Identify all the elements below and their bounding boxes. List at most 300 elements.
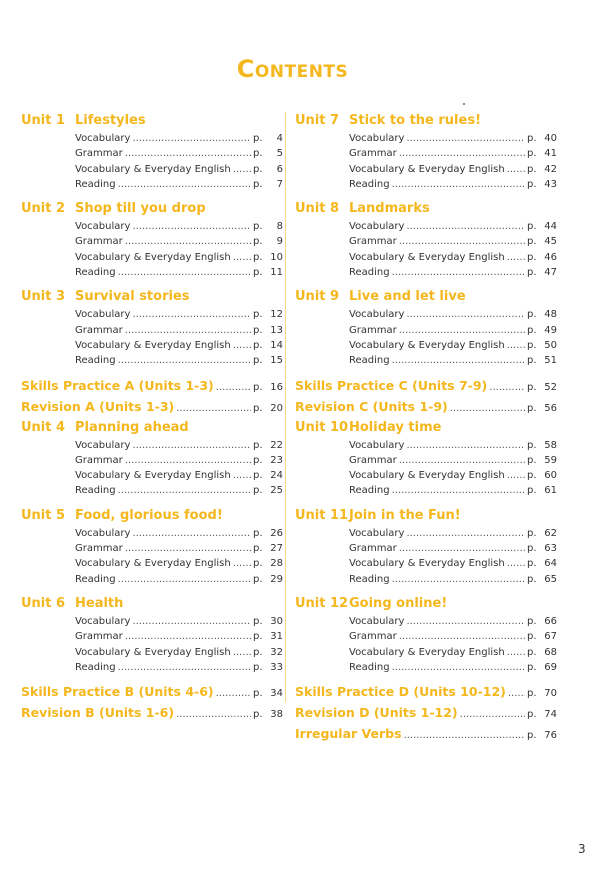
unit-number: Unit 4 xyxy=(21,419,66,435)
toc-entry[interactable] xyxy=(75,528,283,543)
special-entry[interactable] xyxy=(21,378,283,398)
page-prefix: p. xyxy=(253,439,263,451)
special-entry[interactable] xyxy=(295,399,557,419)
toc-entry[interactable] xyxy=(75,616,283,631)
dot-leader xyxy=(118,267,251,278)
toc-entry[interactable] xyxy=(349,662,557,677)
entry-label: Vocabulary xyxy=(349,527,405,539)
entry-page-number: 59 xyxy=(544,454,557,466)
page-prefix: p. xyxy=(253,688,263,700)
dot-leader xyxy=(118,179,251,190)
dot-leader xyxy=(507,470,525,481)
entry-label: Vocabulary xyxy=(75,221,131,233)
page-prefix: p. xyxy=(527,485,537,497)
page-prefix: p. xyxy=(527,133,537,144)
dot-leader xyxy=(406,528,525,539)
dot-leader xyxy=(406,221,525,232)
entry-label: Reading xyxy=(349,178,390,190)
page-prefix: p. xyxy=(527,355,537,367)
special-entry-label: Revision B (Units 1-6) xyxy=(21,705,175,721)
entry-label: Vocabulary & Everyday English xyxy=(349,558,505,570)
toc-entry[interactable] xyxy=(349,252,557,267)
unit-heading[interactable] xyxy=(21,596,283,616)
dot-leader xyxy=(132,309,251,320)
unit-number: Unit 6 xyxy=(21,595,66,611)
entry-page-number: 70 xyxy=(544,688,557,700)
stray-dot xyxy=(463,103,465,105)
entry-label: Grammar xyxy=(75,454,123,466)
entry-label: Grammar xyxy=(75,543,123,555)
entry-page-number: 28 xyxy=(270,558,283,570)
toc-entry[interactable] xyxy=(75,179,283,194)
toc-entry[interactable] xyxy=(349,133,557,148)
entry-page-number: 23 xyxy=(270,454,283,466)
page-prefix: p. xyxy=(527,527,537,539)
unit-heading[interactable] xyxy=(295,201,557,221)
dot-leader xyxy=(216,688,251,699)
entry-page-number: 68 xyxy=(544,646,557,658)
entry-label: Grammar xyxy=(349,543,397,555)
toc-entry[interactable] xyxy=(75,574,283,589)
unit-block xyxy=(21,596,283,677)
page-title: Contents xyxy=(236,55,349,83)
page-prefix: p. xyxy=(253,646,263,658)
unit-title: Going online! xyxy=(349,595,448,611)
unit-heading[interactable] xyxy=(295,596,557,616)
special-entry[interactable] xyxy=(21,705,283,725)
page-prefix: p. xyxy=(527,454,537,466)
page-prefix: p. xyxy=(527,236,537,248)
dot-leader xyxy=(118,662,251,673)
page-prefix: p. xyxy=(527,267,537,279)
special-entry[interactable] xyxy=(21,399,283,419)
special-entry[interactable] xyxy=(21,684,283,704)
entry-page-number: 5 xyxy=(276,148,283,160)
toc-entry[interactable] xyxy=(349,148,557,163)
unit-number: Unit 8 xyxy=(295,201,340,217)
entry-label: Reading xyxy=(349,573,390,585)
entry-label: Reading xyxy=(349,267,390,279)
unit-title: Lifestyles xyxy=(75,113,146,128)
page-prefix: p. xyxy=(253,355,263,367)
entry-label: Vocabulary xyxy=(75,527,131,539)
unit-heading[interactable] xyxy=(21,201,283,221)
unit-title: Stick to the rules! xyxy=(349,113,481,128)
entry-page-number: 12 xyxy=(270,309,283,321)
dot-leader xyxy=(507,647,525,658)
dot-leader xyxy=(392,355,525,366)
unit-title: Survival stories xyxy=(75,289,190,305)
special-entry[interactable] xyxy=(295,726,557,746)
page-prefix: p. xyxy=(527,631,537,643)
unit-block xyxy=(295,596,557,677)
dot-leader xyxy=(507,340,525,351)
special-entry[interactable] xyxy=(295,705,557,725)
page-prefix: p. xyxy=(253,558,263,570)
page-prefix: p. xyxy=(527,688,537,700)
unit-number: Unit 12 xyxy=(295,595,349,611)
entry-page-number: 48 xyxy=(544,309,557,321)
page-prefix: p. xyxy=(527,309,537,321)
entry-label: Grammar xyxy=(349,236,397,248)
unit-number: Unit 7 xyxy=(295,113,340,128)
toc-entry[interactable] xyxy=(349,267,557,282)
dot-leader xyxy=(392,179,525,190)
contents-right-column xyxy=(295,113,557,747)
toc-entry[interactable] xyxy=(349,455,557,470)
entry-label: Reading xyxy=(75,267,116,279)
entry-page-number: 29 xyxy=(270,573,283,585)
toc-entry[interactable] xyxy=(75,455,283,470)
entry-page-number: 63 xyxy=(544,543,557,555)
unit-number: Unit 11 xyxy=(295,507,349,523)
toc-entry[interactable] xyxy=(349,574,557,589)
entry-page-number: 61 xyxy=(544,485,557,497)
entry-label: Grammar xyxy=(75,148,123,160)
entry-page-number: 44 xyxy=(544,221,557,233)
toc-entry[interactable] xyxy=(75,133,283,148)
toc-entry[interactable] xyxy=(349,631,557,646)
dot-leader xyxy=(406,440,525,451)
dot-leader xyxy=(404,730,525,741)
page-prefix: p. xyxy=(527,324,537,336)
entry-label: Reading xyxy=(75,485,116,497)
dot-leader xyxy=(132,440,251,451)
unit-heading[interactable] xyxy=(295,289,557,309)
dot-leader xyxy=(132,221,251,232)
unit-title: Join in the Fun! xyxy=(349,507,461,523)
entry-page-number: 15 xyxy=(270,355,283,367)
page-prefix: p. xyxy=(527,661,537,673)
entry-page-number: 7 xyxy=(276,178,283,190)
unit-title: Live and let live xyxy=(349,289,466,305)
page-number: 3 xyxy=(578,842,586,856)
unit-title: Food, glorious food! xyxy=(75,507,223,523)
dot-leader xyxy=(399,148,525,159)
dot-leader xyxy=(399,455,525,466)
toc-entry[interactable] xyxy=(349,485,557,500)
unit-heading[interactable] xyxy=(21,113,283,133)
dot-leader xyxy=(392,485,525,496)
page-prefix: p. xyxy=(253,470,263,482)
entry-page-number: 67 xyxy=(544,631,557,643)
page-prefix: p. xyxy=(253,454,263,466)
entry-page-number: 40 xyxy=(544,133,557,144)
entry-label: Reading xyxy=(75,661,116,673)
page-prefix: p. xyxy=(253,615,263,627)
unit-block xyxy=(21,201,283,282)
entry-label: Grammar xyxy=(349,631,397,643)
entry-label: Vocabulary & Everyday English xyxy=(349,251,505,263)
page-prefix: p. xyxy=(253,178,263,190)
entry-page-number: 20 xyxy=(270,402,283,414)
dot-leader xyxy=(392,574,525,585)
special-entry[interactable] xyxy=(295,378,557,398)
dot-leader xyxy=(118,355,251,366)
entry-label: Vocabulary & Everyday English xyxy=(349,163,505,175)
page-prefix: p. xyxy=(527,381,537,393)
entry-label: Vocabulary xyxy=(75,133,131,144)
dot-leader xyxy=(233,470,251,481)
entry-page-number: 10 xyxy=(270,251,283,263)
dot-leader xyxy=(118,485,251,496)
entry-label: Vocabulary & Everyday English xyxy=(75,558,231,570)
unit-title: Holiday time xyxy=(349,419,442,435)
unit-block xyxy=(295,508,557,589)
page-prefix: p. xyxy=(253,163,263,175)
unit-heading[interactable] xyxy=(295,113,557,133)
dot-leader xyxy=(125,148,251,159)
special-entry-label: Skills Practice D (Units 10-12) xyxy=(295,684,506,700)
dot-leader xyxy=(118,574,251,585)
entry-page-number: 50 xyxy=(544,339,557,351)
entry-page-number: 69 xyxy=(544,661,557,673)
unit-block xyxy=(21,508,283,589)
page-prefix: p. xyxy=(527,163,537,175)
page-prefix: p. xyxy=(527,646,537,658)
entry-label: Reading xyxy=(75,355,116,367)
toc-entry[interactable] xyxy=(75,236,283,251)
entry-page-number: 65 xyxy=(544,573,557,585)
dot-leader xyxy=(176,403,251,414)
entry-page-number: 24 xyxy=(270,470,283,482)
unit-number: Unit 9 xyxy=(295,289,340,305)
entry-page-number: 43 xyxy=(544,178,557,190)
dot-leader xyxy=(406,616,525,627)
page-prefix: p. xyxy=(527,573,537,585)
entry-page-number: 64 xyxy=(544,558,557,570)
page-prefix: p. xyxy=(253,573,263,585)
unit-title: Shop till you drop xyxy=(75,201,206,217)
toc-entry[interactable] xyxy=(349,164,557,179)
special-entry-label: Skills Practice A (Units 1-3) xyxy=(21,377,214,393)
dot-leader xyxy=(233,558,251,569)
page-prefix: p. xyxy=(253,324,263,336)
entry-page-number: 76 xyxy=(544,730,557,742)
page-prefix: p. xyxy=(527,709,537,721)
entry-label: Grammar xyxy=(349,454,397,466)
dot-leader xyxy=(406,309,525,320)
dot-leader xyxy=(125,455,251,466)
entry-page-number: 60 xyxy=(544,470,557,482)
entry-label: Vocabulary xyxy=(349,615,405,627)
page-prefix: p. xyxy=(527,558,537,570)
unit-block xyxy=(295,289,557,370)
entry-label: Grammar xyxy=(75,236,123,248)
dot-leader xyxy=(125,236,251,247)
entry-label: Grammar xyxy=(75,324,123,336)
toc-entry[interactable] xyxy=(349,440,557,455)
unit-heading[interactable] xyxy=(21,508,283,528)
toc-entry[interactable] xyxy=(75,631,283,646)
toc-entry[interactable] xyxy=(349,470,557,485)
dot-leader xyxy=(399,325,525,336)
page-prefix: p. xyxy=(253,221,263,233)
entry-label: Reading xyxy=(349,485,390,497)
entry-page-number: 56 xyxy=(544,402,557,414)
entry-page-number: 42 xyxy=(544,163,557,175)
entry-page-number: 66 xyxy=(544,615,557,627)
toc-entry[interactable] xyxy=(349,179,557,194)
dot-leader xyxy=(507,164,525,175)
unit-title: Planning ahead xyxy=(75,419,189,435)
entry-page-number: 34 xyxy=(270,688,283,700)
entry-label: Vocabulary xyxy=(75,615,131,627)
entry-page-number: 30 xyxy=(270,615,283,627)
entry-label: Vocabulary & Everyday English xyxy=(75,339,231,351)
toc-entry[interactable] xyxy=(349,325,557,340)
toc-entry[interactable] xyxy=(75,148,283,163)
page-prefix: p. xyxy=(253,251,263,263)
toc-entry[interactable] xyxy=(349,558,557,573)
page-prefix: p. xyxy=(527,470,537,482)
unit-heading[interactable] xyxy=(295,508,557,528)
dot-leader xyxy=(125,631,251,642)
entry-label: Reading xyxy=(349,661,390,673)
dot-leader xyxy=(132,133,251,144)
special-entry-label: Skills Practice B (Units 4-6) xyxy=(21,684,214,700)
page-prefix: p. xyxy=(527,251,537,263)
page-prefix: p. xyxy=(253,402,263,414)
unit-heading[interactable] xyxy=(21,289,283,309)
toc-entry[interactable] xyxy=(349,616,557,631)
entry-label: Vocabulary & Everyday English xyxy=(75,470,231,482)
toc-entry[interactable] xyxy=(75,440,283,455)
dot-leader xyxy=(233,252,251,263)
toc-entry[interactable] xyxy=(75,558,283,573)
entry-page-number: 46 xyxy=(544,251,557,263)
toc-entry[interactable] xyxy=(75,309,283,324)
entry-label: Grammar xyxy=(349,148,397,160)
dot-leader xyxy=(132,528,251,539)
dot-leader xyxy=(125,325,251,336)
entry-label: Vocabulary xyxy=(349,133,405,144)
entry-label: Vocabulary & Everyday English xyxy=(349,646,505,658)
entry-page-number: 74 xyxy=(544,709,557,721)
entry-label: Vocabulary xyxy=(349,221,405,233)
special-entry-label: Revision A (Units 1-3) xyxy=(21,398,175,414)
toc-entry[interactable] xyxy=(75,647,283,662)
entry-label: Vocabulary & Everyday English xyxy=(75,646,231,658)
unit-heading[interactable] xyxy=(21,420,283,440)
unit-block xyxy=(21,289,283,370)
page-prefix: p. xyxy=(527,615,537,627)
toc-entry[interactable] xyxy=(75,543,283,558)
page-prefix: p. xyxy=(527,730,537,742)
special-entry-label: Revision D (Units 1-12) xyxy=(295,705,458,721)
toc-entry[interactable] xyxy=(75,267,283,282)
entry-page-number: 58 xyxy=(544,439,557,451)
page-prefix: p. xyxy=(527,221,537,233)
dot-leader xyxy=(406,133,525,144)
entry-page-number: 13 xyxy=(270,324,283,336)
entry-page-number: 33 xyxy=(270,661,283,673)
toc-entry[interactable] xyxy=(75,662,283,677)
entry-label: Reading xyxy=(75,573,116,585)
unit-number: Unit 5 xyxy=(21,507,66,523)
entry-page-number: 38 xyxy=(270,709,283,721)
toc-entry[interactable] xyxy=(349,528,557,543)
entry-page-number: 41 xyxy=(544,148,557,160)
entry-page-number: 51 xyxy=(544,355,557,367)
dot-leader xyxy=(132,616,251,627)
page-prefix: p. xyxy=(253,236,263,248)
column-divider xyxy=(285,112,286,702)
page-prefix: p. xyxy=(253,661,263,673)
dot-leader xyxy=(216,382,251,393)
toc-entry[interactable] xyxy=(349,221,557,236)
dot-leader xyxy=(507,558,525,569)
toc-entry[interactable] xyxy=(349,543,557,558)
toc-entry[interactable] xyxy=(75,164,283,179)
page-prefix: p. xyxy=(253,309,263,321)
toc-entry[interactable] xyxy=(75,221,283,236)
entry-page-number: 4 xyxy=(276,133,283,144)
entry-label: Reading xyxy=(349,355,390,367)
dot-leader xyxy=(450,403,525,414)
page-prefix: p. xyxy=(527,148,537,160)
unit-title: Landmarks xyxy=(349,201,430,217)
dot-leader xyxy=(399,543,525,554)
page-prefix: p. xyxy=(527,439,537,451)
entry-page-number: 47 xyxy=(544,267,557,279)
toc-entry[interactable] xyxy=(75,252,283,267)
page-prefix: p. xyxy=(527,178,537,190)
entry-page-number: 16 xyxy=(270,381,283,393)
toc-entry[interactable] xyxy=(75,355,283,370)
page-prefix: p. xyxy=(253,485,263,497)
page-prefix: p. xyxy=(253,133,263,144)
toc-entry[interactable] xyxy=(75,340,283,355)
dot-leader xyxy=(399,631,525,642)
toc-entry[interactable] xyxy=(75,485,283,500)
toc-entry[interactable] xyxy=(349,309,557,324)
toc-entry[interactable] xyxy=(349,355,557,370)
entry-label: Vocabulary & Everyday English xyxy=(349,339,505,351)
toc-entry[interactable] xyxy=(349,340,557,355)
page-prefix: p. xyxy=(253,381,263,393)
entry-page-number: 27 xyxy=(270,543,283,555)
dot-leader xyxy=(392,662,525,673)
contents-left-column xyxy=(21,113,283,726)
unit-block xyxy=(21,420,283,501)
unit-heading[interactable] xyxy=(295,420,557,440)
entry-page-number: 6 xyxy=(276,163,283,175)
dot-leader xyxy=(233,647,251,658)
toc-entry[interactable] xyxy=(349,236,557,251)
toc-entry[interactable] xyxy=(349,647,557,662)
page-prefix: p. xyxy=(253,631,263,643)
entry-page-number: 11 xyxy=(270,267,283,279)
entry-page-number: 62 xyxy=(544,527,557,539)
unit-block xyxy=(295,113,557,194)
dot-leader xyxy=(507,252,525,263)
unit-number: Unit 1 xyxy=(21,113,66,128)
toc-entry[interactable] xyxy=(75,470,283,485)
page-prefix: p. xyxy=(527,339,537,351)
entry-page-number: 31 xyxy=(270,631,283,643)
dot-leader xyxy=(392,267,525,278)
special-entry[interactable] xyxy=(295,684,557,704)
page-prefix: p. xyxy=(253,148,263,160)
toc-entry[interactable] xyxy=(75,325,283,340)
entry-label: Vocabulary xyxy=(349,309,405,321)
entry-label: Reading xyxy=(75,178,116,190)
page-prefix: p. xyxy=(253,543,263,555)
unit-title: Health xyxy=(75,595,124,611)
dot-leader xyxy=(399,236,525,247)
entry-label: Vocabulary & Everyday English xyxy=(349,470,505,482)
